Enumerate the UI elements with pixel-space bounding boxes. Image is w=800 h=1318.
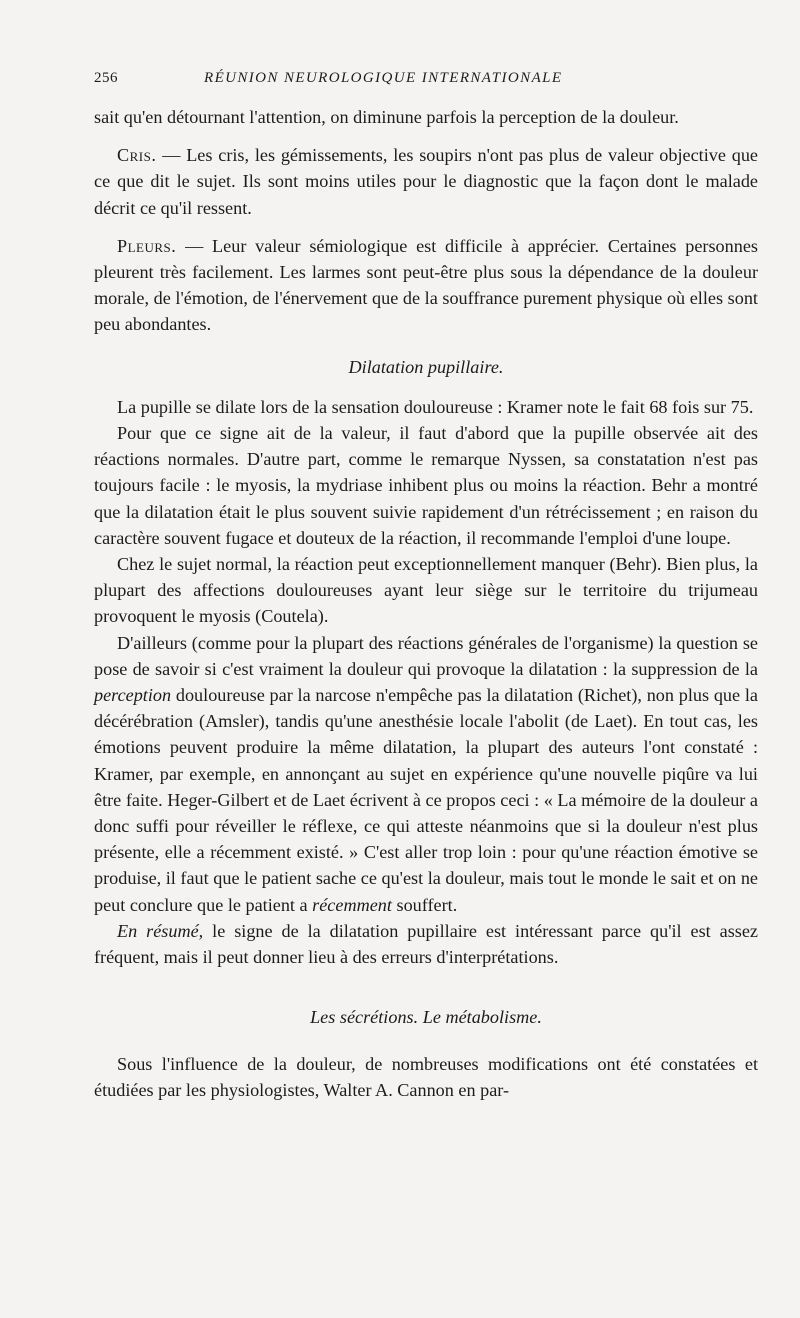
paragraph-cris bbox=[94, 142, 758, 221]
emphasis-recemment: récemment bbox=[312, 894, 392, 915]
emphasis-en-resume: En résumé, bbox=[117, 920, 204, 941]
body-text bbox=[94, 104, 758, 1103]
paragraph-dilatation-2: Pour que ce signe ait de la valeur, il faut d'abord que la pupille observée ait des réactions normales. D'autre part, comme le remarque Nyssen, sa constatation n'est pas toujours facile : le myosis, la mydriase inhibent plus ou moins la réaction. Behr a montré que la dilatation était le plus souvent suivie rapidement d'un rétrécissement ; en raison du caractère souvent fugace et douteux de la réaction, il recommande l'emploi d'une loupe. bbox=[94, 423, 758, 548]
paragraph-resume-text: le signe de la dilatation pupillaire est intéressant parce qu'il est assez fréquent, mais il peut donner lieu à des erreurs d'interprétations. bbox=[94, 920, 758, 968]
paragraph-resume bbox=[94, 918, 758, 970]
paragraph-continuation: sait qu'en détournant l'attention, on diminune parfois la perception de la douleur. bbox=[94, 107, 679, 127]
paragraph-pleurs-text: — Leur valeur sémiologique est difficile à apprécier. Certaines personnes pleurent très facilement. Les larmes sont peut-être plus sous la dépendance de la douleur morale, de l'émotion, de l'énervement que de la souffrance purement physique où elles sont peu abondantes. bbox=[94, 235, 758, 335]
running-title: RÉUNION NEUROLOGIQUE INTERNATIONALE bbox=[204, 70, 563, 86]
paragraph-dilatation-4 bbox=[94, 630, 758, 918]
paragraph-secretions: Sous l'influence de la douleur, de nombreuses modifications ont été constatées et étudiées par les physiologistes, Walter A. Cannon en par- bbox=[94, 1053, 758, 1100]
emphasis-perception: perception bbox=[94, 685, 172, 706]
section-label-pleurs: Pleurs. bbox=[117, 235, 177, 256]
paragraph-dilatation-4-part-3: souffert. bbox=[391, 894, 458, 915]
page-number: 256 bbox=[94, 70, 118, 86]
section-label-cris: Cris. bbox=[117, 145, 157, 166]
paragraph-cris-text: — Les cris, les gémissements, les soupirs n'ont pas plus de valeur objective que ce que dit le sujet. Ils sont moins utiles pour le diagnostic que la façon dont le malade décrit ce qu'il ressent. bbox=[94, 145, 758, 218]
paragraph-dilatation-3: Chez le sujet normal, la réaction peut exceptionnellement manquer (Behr). Bien plus, la plupart des affections douloureuses ayant leur siège sur le territoire du trijumeau provoquent le myosis (Coutela). bbox=[94, 554, 758, 627]
paragraph-dilatation-4-part-2: douloureuse par la narcose n'empêche pas la dilatation (Richet), non plus que la décérébration (Amsler), tandis qu'une anesthésie locale l'abolit (de Laet). En tout cas, les émotions peuvent produire la même dilatation, la plupart des auteurs l'ont constaté : Kramer, par exemple, en annonçant au sujet en expérience qu'une nouvelle piqûre va lui être faite. Heger-Gilbert et de Laet écrivent à ce propos ceci : « La mémoire de la douleur a donc suffi pour réveiller le réflexe, ce qui atteste néanmoins que si la douleur n'est plus présente, elle a récemment existé. » C'est aller trop loin : pour qu'une réaction émotive se produise, il faut que le patient sache ce qu'est la douleur, mais tout le monde le sait et on ne peut conclure que le patient a bbox=[94, 685, 758, 915]
paragraph-pleurs bbox=[94, 233, 758, 338]
paragraph-dilatation-1: La pupille se dilate lors de la sensation douloureuse : Kramer note le fait 68 fois sur 75. bbox=[117, 396, 754, 417]
paragraph-dilatation-4-part-1: D'ailleurs (comme pour la plupart des réactions générales de l'organisme) la question se pose de savoir si c'est vraiment la douleur qui provoque la dilatation : la suppression de la bbox=[94, 632, 758, 679]
section-heading-dilatation: Dilatation pupillaire. bbox=[348, 356, 504, 377]
section-heading-secretions: Les sécrétions. Le métabolisme. bbox=[310, 1007, 542, 1028]
running-head bbox=[94, 70, 758, 92]
